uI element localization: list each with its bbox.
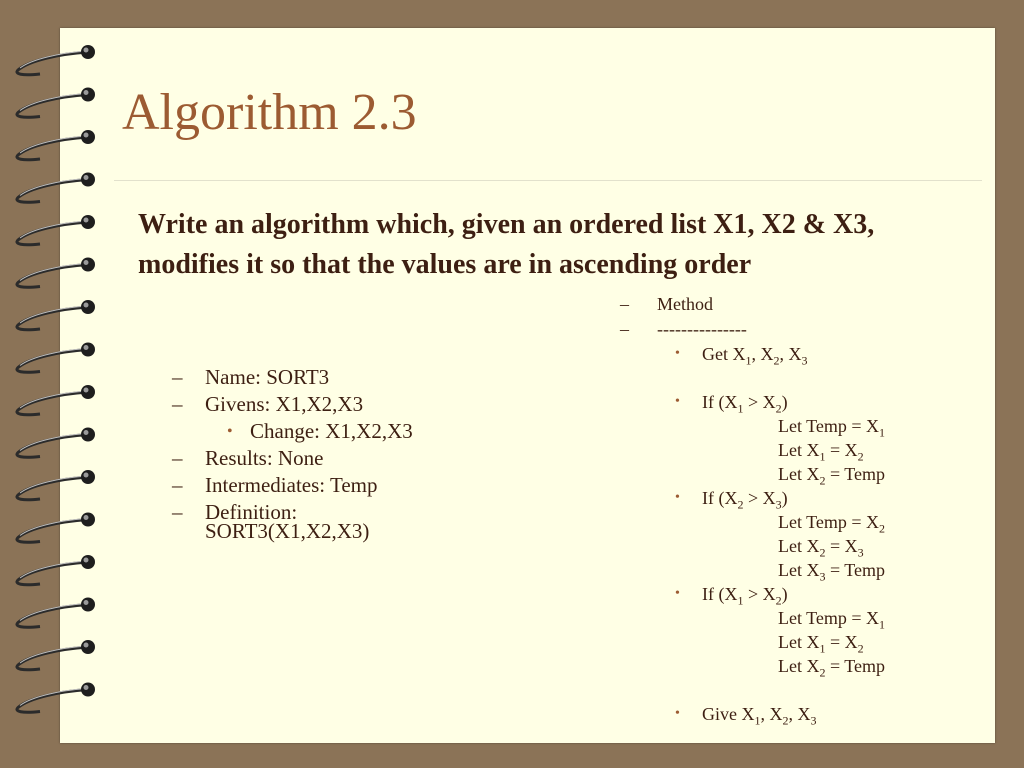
- code-line: Let Temp = $X_1$: [778, 608, 886, 632]
- spacer: [620, 678, 1000, 702]
- spacer: [620, 366, 1000, 390]
- code-line: Let $X_1 = X_2$: [778, 440, 864, 464]
- binding-ring: [17, 640, 95, 670]
- if-step-3: • If $(X_1 > X_2)$: [675, 584, 788, 608]
- give-step: • Give $X_1$, $X_2$, $X_3$: [675, 704, 817, 728]
- binding-ring: [17, 470, 95, 500]
- binding-ring: [17, 598, 95, 628]
- binding-ring: [17, 300, 95, 330]
- code-line: Let $X_2$ = Temp: [778, 656, 886, 680]
- problem-statement: Write an algorithm which, given an ordered list X1, X2 & X3, modifies it so that the values are in ascending order: [138, 209, 875, 280]
- list-item: – Givens: X1,X2,X3: [172, 392, 364, 416]
- code-line: Let $X_3$ = Temp: [778, 560, 886, 584]
- binding-ring: [17, 513, 95, 543]
- binding-ring: [17, 343, 95, 373]
- code-line: Let Temp = $X_2$: [778, 512, 886, 536]
- binding-ring: [17, 173, 95, 203]
- binding-ring: [17, 385, 95, 415]
- list-item: – Definition:: [172, 500, 298, 524]
- binding-ring: [17, 88, 95, 118]
- list-item: SORT3(X1,X2,X3): [205, 519, 370, 543]
- method-heading: – Method: [620, 294, 713, 314]
- binding-ring: [17, 45, 95, 75]
- code-line: Let Temp = $X_1$: [778, 416, 886, 440]
- if-step-1: • If $(X_1 > X_2)$: [675, 392, 788, 416]
- list-item: – Intermediates: Temp: [172, 473, 378, 497]
- list-item: • Change: X1,X2,X3: [227, 419, 413, 443]
- code-line: Let $X_1 = X_2$: [778, 632, 864, 656]
- binding-ring: [17, 130, 95, 160]
- title-divider: [114, 180, 982, 181]
- spiral-binding-icon: [0, 0, 110, 768]
- binding-ring: [17, 258, 95, 288]
- code-line: Let $X_2$ = Temp: [778, 464, 886, 488]
- specification-list: [172, 365, 532, 549]
- list-item: – Results: None: [172, 446, 324, 470]
- code-line: Let $X_2 = X_3$: [778, 536, 864, 560]
- get-step: • Get $X_1$, $X_2$, $X_3$: [675, 344, 808, 368]
- slide-title: Algorithm 2.3: [122, 84, 417, 141]
- method-list: [620, 292, 1000, 726]
- binding-ring: [17, 215, 95, 245]
- binding-ring: [17, 428, 95, 458]
- method-separator: – ---------------: [620, 319, 747, 339]
- binding-ring: [17, 683, 95, 713]
- if-step-2: • If $(X_2 > X_3)$: [675, 488, 788, 512]
- binding-ring: [17, 555, 95, 585]
- list-item: – Name: SORT3: [172, 365, 330, 389]
